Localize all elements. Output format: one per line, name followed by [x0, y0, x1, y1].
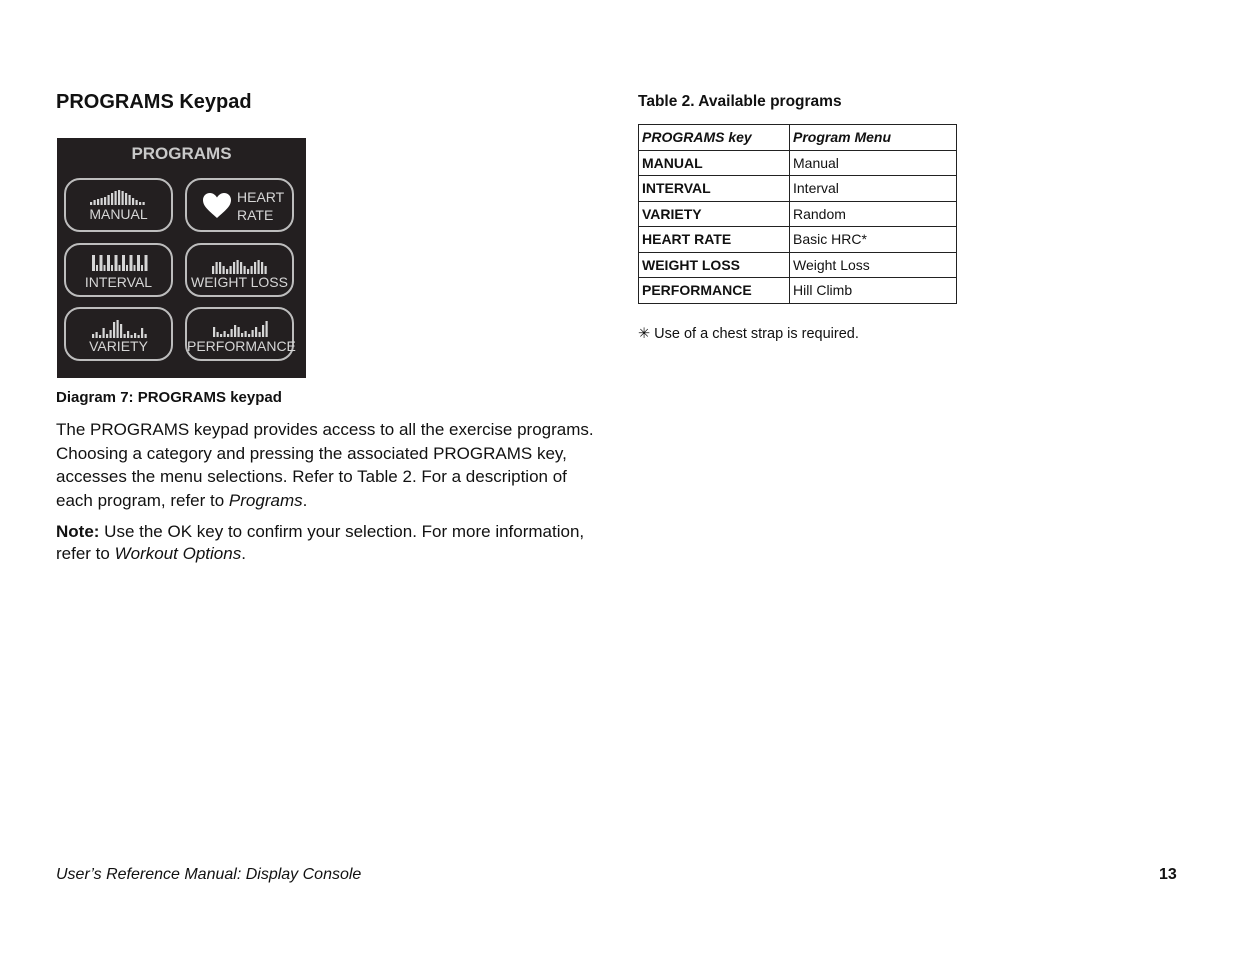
heart-icon [203, 193, 231, 219]
variety-profile-bars-icon [92, 318, 152, 338]
weight-loss-key [185, 243, 294, 297]
performance-profile-bars-icon [213, 319, 273, 337]
table-cell-menu: Manual [790, 150, 957, 176]
footer-manual-title: User’s Reference Manual: Display Console [56, 866, 362, 883]
table-title: Table 2. Available programs [638, 93, 842, 110]
table-row [639, 176, 957, 202]
table-row [639, 252, 957, 278]
table-header-programs-key: PROGRAMS key [639, 125, 790, 151]
table-cell-menu: Hill Climb [790, 278, 957, 304]
available-programs-table [638, 124, 957, 304]
page-number: 13 [1159, 866, 1177, 883]
table-cell-key: PERFORMANCE [639, 278, 790, 304]
weight-loss-profile-bars-icon [212, 258, 272, 274]
performance-key-label: PERFORMANCE [187, 338, 296, 354]
table-row [639, 201, 957, 227]
table-cell-menu: Random [790, 201, 957, 227]
table-footnote: ✳ Use of a chest strap is required. [638, 326, 859, 342]
table-cell-menu: Basic HRC* [790, 227, 957, 253]
table-cell-key: MANUAL [639, 150, 790, 176]
diagram-caption: Diagram 7: PROGRAMS keypad [56, 389, 282, 406]
variety-key [64, 307, 173, 361]
table-cell-key: VARIETY [639, 201, 790, 227]
programs-reference: Programs [228, 490, 303, 510]
keypad-title: PROGRAMS [131, 144, 232, 163]
body-text-end: . [302, 490, 308, 510]
heart-rate-label-line1: HEART [237, 189, 285, 205]
body-text: The PROGRAMS keypad provides access to all the exercise programs. Choosing a category and pressing the associated PROGRAMS key, accesses the menu selections. Refer to Table 2. For a description of each program, refer to [56, 420, 594, 510]
table-cell-menu: Interval [790, 176, 957, 202]
heart-rate-label-line2: RATE [237, 207, 274, 223]
programs-keypad-diagram [57, 138, 306, 378]
table-row [639, 278, 957, 304]
note-label: Note: [56, 522, 100, 541]
note-text-end: . [241, 543, 246, 563]
table-cell-key: HEART RATE [639, 227, 790, 253]
table-row [639, 227, 957, 253]
workout-options-reference: Workout Options [114, 543, 242, 563]
section-heading: PROGRAMS Keypad [56, 91, 252, 113]
table-cell-menu: Weight Loss [790, 252, 957, 278]
interval-profile-bars-icon [92, 251, 152, 271]
manual-profile-bars-icon [90, 189, 150, 205]
interval-key [64, 243, 173, 297]
table-cell-key: WEIGHT LOSS [639, 252, 790, 278]
heart-rate-key [185, 178, 294, 232]
performance-key [185, 307, 294, 361]
manual-key [64, 178, 173, 232]
table-row [639, 150, 957, 176]
manual-key-label: MANUAL [89, 206, 148, 222]
table-header-program-menu: Program Menu [790, 125, 957, 151]
weight-loss-key-label: WEIGHT LOSS [191, 274, 288, 290]
variety-key-label: VARIETY [89, 338, 148, 354]
body-paragraph [56, 418, 596, 512]
interval-key-label: INTERVAL [84, 274, 153, 290]
table-cell-key: INTERVAL [639, 176, 790, 202]
table-header-row [639, 125, 957, 151]
note-text: Use the OK key to confirm your selection. For more information, refer to [56, 522, 585, 563]
note-paragraph [56, 521, 616, 564]
